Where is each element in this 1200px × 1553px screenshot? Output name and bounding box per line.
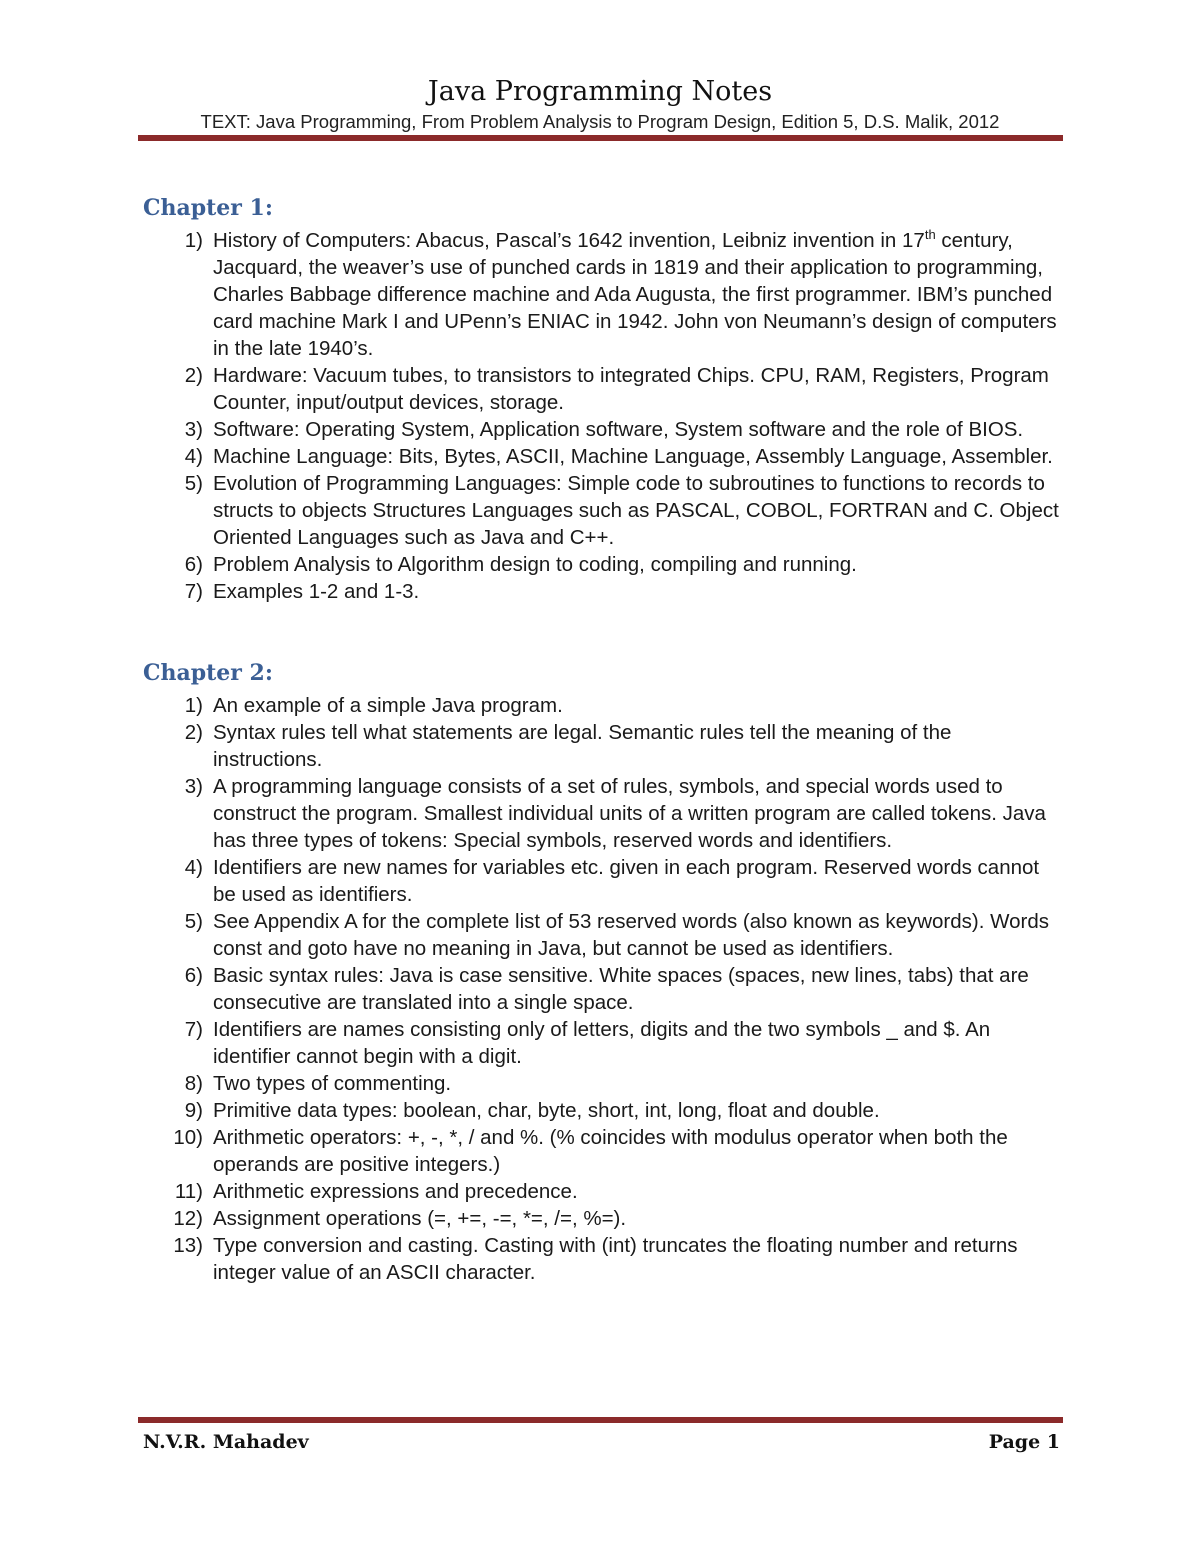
chapter-2-section xyxy=(143,658,1063,1286)
list-item-number: 4) xyxy=(184,445,203,468)
list-item-text: Hardware: Vacuum tubes, to transistors to integrated Chips. CPU, RAM, Registers, Program Counter, input/output devices, storage. xyxy=(213,364,1049,414)
list-item xyxy=(143,470,1063,551)
list-item xyxy=(143,1016,1063,1070)
list-item-text: Evolution of Programming Languages: Simple code to subroutines to functions to records to structs to objects Structures Languages such as PASCAL, COBOL, FORTRAN and C. Object Oriented Languages such as Java and C++. xyxy=(213,472,1059,549)
page-footer xyxy=(143,1431,1060,1453)
list-item-text: An example of a simple Java program. xyxy=(213,694,563,717)
document-subtitle: TEXT: Java Programming, From Problem Analysis to Program Design, Edition 5, D.S. Malik, 2012 xyxy=(200,111,1000,132)
list-item-number: 3) xyxy=(184,418,203,441)
list-item-number: 8) xyxy=(184,1072,203,1095)
document-title: Java Programming Notes xyxy=(427,76,773,107)
list-item-number: 12) xyxy=(173,1207,203,1230)
chapter-1-heading: Chapter 1: xyxy=(143,195,273,221)
list-item xyxy=(143,908,1063,962)
list-item xyxy=(143,1097,1063,1124)
list-item-text: Basic syntax rules: Java is case sensitive. White spaces (spaces, new lines, tabs) that are consecutive are translated into a single space. xyxy=(213,964,1029,1014)
chapter-1-list xyxy=(143,227,1063,605)
list-item-number: 2) xyxy=(184,364,203,387)
list-item-text: Examples 1-2 and 1-3. xyxy=(213,580,420,603)
list-item-text: Type conversion and casting. Casting with (int) truncates the floating number and returns integer value of an ASCII character. xyxy=(213,1234,1018,1284)
list-item-text: Assignment operations (=, +=, -=, *=, /=, %=). xyxy=(213,1207,627,1230)
list-item-text: Problem Analysis to Algorithm design to coding, compiling and running. xyxy=(213,553,857,576)
list-item-number: 13) xyxy=(173,1234,203,1257)
list-item xyxy=(143,854,1063,908)
list-item-text: See Appendix A for the complete list of 53 reserved words (also known as keywords). Words const and goto have no meaning in Java, but cannot be used as identifiers. xyxy=(213,910,1049,960)
list-item-number: 1) xyxy=(184,694,203,717)
header-divider xyxy=(138,135,1063,141)
footer-page-number: Page 1 xyxy=(988,1431,1060,1453)
list-item xyxy=(143,773,1063,854)
list-item-number: 1) xyxy=(184,229,203,252)
list-item xyxy=(143,578,1063,605)
list-item-number: 3) xyxy=(184,775,203,798)
list-item-number: 6) xyxy=(184,964,203,987)
list-item xyxy=(143,362,1063,416)
list-item-number: 4) xyxy=(184,856,203,879)
list-item xyxy=(143,1232,1063,1286)
list-item-number: 11) xyxy=(174,1180,203,1203)
footer-divider xyxy=(138,1417,1063,1423)
footer-author: N.V.R. Mahadev xyxy=(143,1431,309,1453)
list-item xyxy=(143,962,1063,1016)
list-item-number: 7) xyxy=(184,1018,203,1041)
list-item-text: Syntax rules tell what statements are legal. Semantic rules tell the meaning of the instructions. xyxy=(213,721,952,771)
list-item xyxy=(143,1205,1063,1232)
list-item xyxy=(143,692,1063,719)
chapter-2-list xyxy=(143,692,1063,1286)
list-item-text: Arithmetic operators: +, -, *, / and %. (% coincides with modulus operator when both the operands are positive integers.) xyxy=(213,1126,1008,1176)
list-item-number: 5) xyxy=(184,910,203,933)
list-item xyxy=(143,1070,1063,1097)
list-item-number: 2) xyxy=(184,721,203,744)
list-item-text: Identifiers are new names for variables etc. given in each program. Reserved words cannot be used as identifiers. xyxy=(213,856,1040,906)
list-item-number: 9) xyxy=(184,1099,203,1122)
list-item-text: Software: Operating System, Application software, System software and the role of BIOS. xyxy=(213,418,1024,441)
document-body xyxy=(143,193,1063,1339)
list-item-text: A programming language consists of a set of rules, symbols, and special words used to construct the program. Smallest individual units of a written program are called tokens. Java has three types of tokens: Special symbols, reserved words and identifiers. xyxy=(213,775,1046,852)
list-item-text: Identifiers are names consisting only of letters, digits and the two symbols _ and $. An identifier cannot begin with a digit. xyxy=(213,1018,991,1068)
list-item-text: Machine Language: Bits, Bytes, ASCII, Machine Language, Assembly Language, Assembler. xyxy=(213,445,1053,468)
list-item-number: 7) xyxy=(184,580,203,603)
list-item-text: century, Jacquard, the weaver’s use of punched cards in 1819 and their application to programming, Charles Babbage difference machine and Ada Augusta, the first programmer. IBM’s punched card machine Mark I and UPenn’s ENIAC in 1942. John von Neumann’s design of computers in the late 1940’s. xyxy=(213,229,1057,360)
list-item xyxy=(143,719,1063,773)
list-item xyxy=(143,1178,1063,1205)
list-item xyxy=(143,1124,1063,1178)
list-item xyxy=(143,416,1063,443)
superscript-text: th xyxy=(924,227,936,243)
list-item-number: 6) xyxy=(184,553,203,576)
list-item-text: Two types of commenting. xyxy=(213,1072,452,1095)
list-item xyxy=(143,551,1063,578)
list-item-text: Primitive data types: boolean, char, byte, short, int, long, float and double. xyxy=(213,1099,880,1122)
list-item xyxy=(143,227,1063,362)
page-header xyxy=(0,76,1200,133)
list-item-number: 5) xyxy=(184,472,203,495)
chapter-1-section xyxy=(143,193,1063,605)
list-item-text: Arithmetic expressions and precedence. xyxy=(213,1180,578,1203)
list-item xyxy=(143,443,1063,470)
chapter-2-heading: Chapter 2: xyxy=(143,660,273,686)
list-item-number: 10) xyxy=(173,1126,203,1149)
list-item-text: History of Computers: Abacus, Pascal’s 1642 invention, Leibniz invention in 17 xyxy=(213,229,925,252)
